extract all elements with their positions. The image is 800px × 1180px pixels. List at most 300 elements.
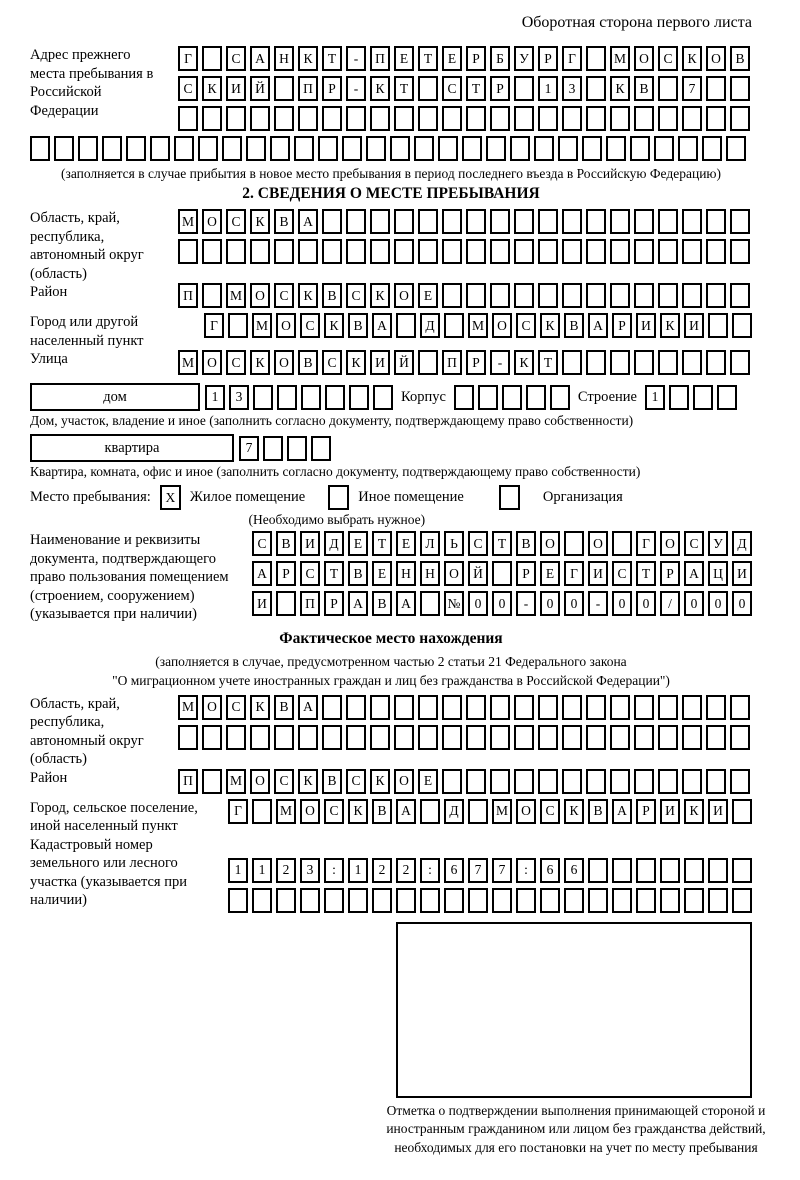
char-box[interactable]: [586, 239, 606, 264]
char-box[interactable]: Р: [322, 76, 342, 101]
char-box[interactable]: [526, 385, 546, 410]
char-box[interactable]: С: [346, 283, 366, 308]
char-box[interactable]: С: [324, 799, 344, 824]
char-box[interactable]: К: [660, 313, 680, 338]
char-box[interactable]: А: [396, 591, 416, 616]
char-box[interactable]: С: [178, 76, 198, 101]
char-box[interactable]: И: [684, 313, 704, 338]
char-box[interactable]: К: [370, 283, 390, 308]
char-box[interactable]: [322, 239, 342, 264]
char-box[interactable]: [466, 283, 486, 308]
char-box[interactable]: [298, 106, 318, 131]
char-box[interactable]: [730, 239, 750, 264]
char-box[interactable]: [346, 725, 366, 750]
char-box[interactable]: [562, 725, 582, 750]
char-box[interactable]: Р: [490, 76, 510, 101]
char-box[interactable]: Е: [394, 46, 414, 71]
char-box[interactable]: Ц: [708, 561, 728, 586]
char-box[interactable]: [586, 350, 606, 375]
char-box[interactable]: Т: [492, 531, 512, 556]
char-box[interactable]: [706, 283, 726, 308]
char-box[interactable]: 0: [564, 591, 584, 616]
checkbox-zhiloe[interactable]: X: [160, 485, 181, 510]
char-box[interactable]: [684, 888, 704, 913]
char-box[interactable]: [486, 136, 506, 161]
char-box[interactable]: Ь: [444, 531, 464, 556]
checkbox-inoe[interactable]: [328, 485, 349, 510]
char-box[interactable]: [514, 239, 534, 264]
char-box[interactable]: 6: [564, 858, 584, 883]
char-box[interactable]: Е: [540, 561, 560, 586]
char-box[interactable]: [706, 769, 726, 794]
char-box[interactable]: М: [178, 209, 198, 234]
char-box[interactable]: [708, 313, 728, 338]
char-box[interactable]: [318, 136, 338, 161]
char-box[interactable]: :: [420, 858, 440, 883]
char-box[interactable]: [658, 695, 678, 720]
char-box[interactable]: 3: [300, 858, 320, 883]
char-box[interactable]: [349, 385, 369, 410]
char-box[interactable]: [442, 769, 462, 794]
char-box[interactable]: [478, 385, 498, 410]
char-box[interactable]: [274, 725, 294, 750]
char-box[interactable]: [538, 106, 558, 131]
char-box[interactable]: [658, 76, 678, 101]
char-box[interactable]: [276, 888, 296, 913]
char-box[interactable]: [150, 136, 170, 161]
char-box[interactable]: [684, 858, 704, 883]
char-box[interactable]: И: [732, 561, 752, 586]
char-box[interactable]: [562, 239, 582, 264]
char-box[interactable]: [708, 858, 728, 883]
char-box[interactable]: [442, 209, 462, 234]
char-box[interactable]: [466, 769, 486, 794]
char-box[interactable]: [586, 769, 606, 794]
char-box[interactable]: [634, 106, 654, 131]
char-box[interactable]: [682, 695, 702, 720]
char-box[interactable]: [706, 76, 726, 101]
char-box[interactable]: [586, 76, 606, 101]
char-box[interactable]: [324, 888, 344, 913]
char-box[interactable]: [252, 799, 272, 824]
char-box[interactable]: [54, 136, 74, 161]
char-box[interactable]: [276, 591, 296, 616]
char-box[interactable]: 0: [684, 591, 704, 616]
char-box[interactable]: П: [300, 591, 320, 616]
char-box[interactable]: [370, 725, 390, 750]
char-box[interactable]: Т: [636, 561, 656, 586]
char-box[interactable]: [78, 136, 98, 161]
char-box[interactable]: [490, 283, 510, 308]
char-box[interactable]: -: [346, 76, 366, 101]
char-box[interactable]: В: [634, 76, 654, 101]
char-box[interactable]: -: [490, 350, 510, 375]
char-box[interactable]: А: [612, 799, 632, 824]
char-box[interactable]: И: [226, 76, 246, 101]
char-box[interactable]: -: [588, 591, 608, 616]
char-box[interactable]: [466, 725, 486, 750]
char-box[interactable]: [682, 769, 702, 794]
char-box[interactable]: К: [202, 76, 222, 101]
char-box[interactable]: [468, 888, 488, 913]
char-box[interactable]: [682, 725, 702, 750]
char-box[interactable]: [348, 888, 368, 913]
char-box[interactable]: М: [226, 769, 246, 794]
char-box[interactable]: [198, 136, 218, 161]
char-box[interactable]: [538, 239, 558, 264]
char-box[interactable]: Д: [420, 313, 440, 338]
char-box[interactable]: [420, 799, 440, 824]
char-box[interactable]: [514, 283, 534, 308]
char-box[interactable]: 0: [492, 591, 512, 616]
char-box[interactable]: [418, 76, 438, 101]
char-box[interactable]: :: [516, 858, 536, 883]
char-box[interactable]: Л: [420, 531, 440, 556]
char-box[interactable]: [564, 888, 584, 913]
char-box[interactable]: Д: [732, 531, 752, 556]
char-box[interactable]: С: [346, 769, 366, 794]
char-box[interactable]: [606, 136, 626, 161]
char-box[interactable]: [298, 725, 318, 750]
char-box[interactable]: [562, 209, 582, 234]
char-box[interactable]: [702, 136, 722, 161]
char-box[interactable]: [274, 239, 294, 264]
char-box[interactable]: [562, 350, 582, 375]
char-box[interactable]: [418, 725, 438, 750]
char-box[interactable]: Й: [394, 350, 414, 375]
char-box[interactable]: Т: [372, 531, 392, 556]
char-box[interactable]: 3: [562, 76, 582, 101]
char-box[interactable]: [514, 769, 534, 794]
char-box[interactable]: [322, 209, 342, 234]
char-box[interactable]: И: [660, 799, 680, 824]
char-box[interactable]: [586, 106, 606, 131]
char-box[interactable]: [202, 769, 222, 794]
char-box[interactable]: В: [274, 209, 294, 234]
char-box[interactable]: [726, 136, 746, 161]
char-box[interactable]: [492, 561, 512, 586]
char-box[interactable]: У: [514, 46, 534, 71]
char-box[interactable]: А: [252, 561, 272, 586]
char-box[interactable]: Р: [660, 561, 680, 586]
char-box[interactable]: [390, 136, 410, 161]
char-box[interactable]: [612, 531, 632, 556]
char-box[interactable]: О: [634, 46, 654, 71]
char-box[interactable]: 1: [538, 76, 558, 101]
char-box[interactable]: В: [372, 591, 392, 616]
char-box[interactable]: [534, 136, 554, 161]
char-box[interactable]: Е: [396, 531, 416, 556]
char-box[interactable]: К: [324, 313, 344, 338]
char-box[interactable]: М: [178, 695, 198, 720]
char-box[interactable]: [634, 350, 654, 375]
char-box[interactable]: Р: [276, 561, 296, 586]
char-box[interactable]: [250, 725, 270, 750]
char-box[interactable]: 1: [645, 385, 665, 410]
char-box[interactable]: [706, 695, 726, 720]
char-box[interactable]: /: [660, 591, 680, 616]
char-box[interactable]: О: [706, 46, 726, 71]
char-box[interactable]: [442, 725, 462, 750]
char-box[interactable]: [730, 725, 750, 750]
char-box[interactable]: В: [298, 350, 318, 375]
char-box[interactable]: [442, 283, 462, 308]
char-box[interactable]: [730, 76, 750, 101]
char-box[interactable]: П: [178, 769, 198, 794]
char-box[interactable]: [370, 239, 390, 264]
char-box[interactable]: К: [370, 76, 390, 101]
char-box[interactable]: [708, 888, 728, 913]
char-box[interactable]: [346, 209, 366, 234]
char-box[interactable]: №: [444, 591, 464, 616]
char-box[interactable]: [370, 695, 390, 720]
char-box[interactable]: [490, 769, 510, 794]
char-box[interactable]: [178, 725, 198, 750]
char-box[interactable]: [732, 799, 752, 824]
char-box[interactable]: О: [274, 350, 294, 375]
char-box[interactable]: О: [394, 769, 414, 794]
char-box[interactable]: [658, 239, 678, 264]
char-box[interactable]: [658, 769, 678, 794]
char-box[interactable]: [490, 209, 510, 234]
char-box[interactable]: [366, 136, 386, 161]
char-box[interactable]: 7: [239, 436, 259, 461]
char-box[interactable]: [418, 695, 438, 720]
char-box[interactable]: С: [540, 799, 560, 824]
char-box[interactable]: [538, 695, 558, 720]
char-box[interactable]: [394, 209, 414, 234]
char-box[interactable]: О: [492, 313, 512, 338]
char-box[interactable]: К: [370, 769, 390, 794]
char-box[interactable]: [658, 106, 678, 131]
char-box[interactable]: [454, 385, 474, 410]
char-box[interactable]: [682, 209, 702, 234]
char-box[interactable]: 2: [396, 858, 416, 883]
char-box[interactable]: [253, 385, 273, 410]
char-box[interactable]: О: [250, 769, 270, 794]
char-box[interactable]: [322, 725, 342, 750]
char-box[interactable]: И: [370, 350, 390, 375]
char-box[interactable]: [558, 136, 578, 161]
char-box[interactable]: О: [588, 531, 608, 556]
char-box[interactable]: И: [300, 531, 320, 556]
char-box[interactable]: О: [444, 561, 464, 586]
char-box[interactable]: [298, 239, 318, 264]
char-box[interactable]: С: [274, 283, 294, 308]
char-box[interactable]: [660, 858, 680, 883]
char-box[interactable]: [634, 209, 654, 234]
char-box[interactable]: [562, 695, 582, 720]
char-box[interactable]: [346, 239, 366, 264]
char-box[interactable]: [610, 350, 630, 375]
char-box[interactable]: [706, 350, 726, 375]
char-box[interactable]: В: [348, 561, 368, 586]
char-box[interactable]: К: [684, 799, 704, 824]
char-box[interactable]: В: [588, 799, 608, 824]
char-box[interactable]: О: [202, 695, 222, 720]
char-box[interactable]: П: [370, 46, 390, 71]
char-box[interactable]: [442, 106, 462, 131]
char-box[interactable]: [682, 350, 702, 375]
char-box[interactable]: В: [322, 283, 342, 308]
char-box[interactable]: Г: [636, 531, 656, 556]
char-box[interactable]: О: [516, 799, 536, 824]
char-box[interactable]: С: [226, 46, 246, 71]
char-box[interactable]: В: [516, 531, 536, 556]
char-box[interactable]: М: [492, 799, 512, 824]
char-box[interactable]: С: [300, 561, 320, 586]
char-box[interactable]: [444, 888, 464, 913]
char-box[interactable]: [444, 313, 464, 338]
char-box[interactable]: 0: [612, 591, 632, 616]
char-box[interactable]: [462, 136, 482, 161]
char-box[interactable]: Г: [178, 46, 198, 71]
char-box[interactable]: К: [250, 209, 270, 234]
char-box[interactable]: [394, 239, 414, 264]
char-box[interactable]: [438, 136, 458, 161]
char-box[interactable]: [610, 209, 630, 234]
char-box[interactable]: С: [252, 531, 272, 556]
char-box[interactable]: [370, 106, 390, 131]
char-box[interactable]: Г: [204, 313, 224, 338]
char-box[interactable]: Е: [372, 561, 392, 586]
char-box[interactable]: Т: [322, 46, 342, 71]
char-box[interactable]: [252, 888, 272, 913]
char-box[interactable]: [610, 283, 630, 308]
char-box[interactable]: [250, 239, 270, 264]
char-box[interactable]: [540, 888, 560, 913]
char-box[interactable]: [274, 106, 294, 131]
char-box[interactable]: Т: [466, 76, 486, 101]
char-box[interactable]: [202, 283, 222, 308]
char-box[interactable]: [287, 436, 307, 461]
char-box[interactable]: [588, 858, 608, 883]
char-box[interactable]: О: [660, 531, 680, 556]
char-box[interactable]: Е: [348, 531, 368, 556]
char-box[interactable]: [634, 769, 654, 794]
char-box[interactable]: 0: [708, 591, 728, 616]
char-box[interactable]: 7: [682, 76, 702, 101]
char-box[interactable]: [202, 239, 222, 264]
char-box[interactable]: К: [348, 799, 368, 824]
char-box[interactable]: [706, 209, 726, 234]
char-box[interactable]: [228, 313, 248, 338]
char-box[interactable]: [516, 888, 536, 913]
char-box[interactable]: [178, 106, 198, 131]
char-box[interactable]: [658, 209, 678, 234]
char-box[interactable]: [706, 239, 726, 264]
char-box[interactable]: С: [226, 695, 246, 720]
char-box[interactable]: [732, 313, 752, 338]
char-box[interactable]: [300, 888, 320, 913]
char-box[interactable]: [396, 888, 416, 913]
char-box[interactable]: [202, 46, 222, 71]
char-box[interactable]: [636, 888, 656, 913]
char-box[interactable]: О: [276, 313, 296, 338]
char-box[interactable]: С: [322, 350, 342, 375]
char-box[interactable]: [420, 888, 440, 913]
char-box[interactable]: [466, 209, 486, 234]
char-box[interactable]: [693, 385, 713, 410]
char-box[interactable]: 6: [444, 858, 464, 883]
char-box[interactable]: [311, 436, 331, 461]
char-box[interactable]: А: [298, 695, 318, 720]
char-box[interactable]: [514, 209, 534, 234]
char-box[interactable]: О: [540, 531, 560, 556]
char-box[interactable]: [610, 239, 630, 264]
char-box[interactable]: 0: [636, 591, 656, 616]
char-box[interactable]: [636, 858, 656, 883]
char-box[interactable]: 7: [468, 858, 488, 883]
char-box[interactable]: [730, 106, 750, 131]
char-box[interactable]: [538, 209, 558, 234]
char-box[interactable]: В: [564, 313, 584, 338]
char-box[interactable]: -: [346, 46, 366, 71]
char-box[interactable]: К: [682, 46, 702, 71]
char-box[interactable]: [420, 591, 440, 616]
char-box[interactable]: [394, 106, 414, 131]
char-box[interactable]: [294, 136, 314, 161]
char-box[interactable]: [490, 239, 510, 264]
char-box[interactable]: Е: [442, 46, 462, 71]
char-box[interactable]: М: [178, 350, 198, 375]
checkbox-organizacia[interactable]: [499, 485, 520, 510]
char-box[interactable]: Д: [324, 531, 344, 556]
char-box[interactable]: Р: [612, 313, 632, 338]
char-box[interactable]: [492, 888, 512, 913]
char-box[interactable]: [202, 725, 222, 750]
char-box[interactable]: [226, 725, 246, 750]
char-box[interactable]: К: [298, 46, 318, 71]
char-box[interactable]: [654, 136, 674, 161]
char-box[interactable]: [418, 106, 438, 131]
char-box[interactable]: Й: [250, 76, 270, 101]
char-box[interactable]: [730, 350, 750, 375]
char-box[interactable]: [274, 76, 294, 101]
char-box[interactable]: [202, 106, 222, 131]
char-box[interactable]: [174, 136, 194, 161]
char-box[interactable]: [325, 385, 345, 410]
char-box[interactable]: А: [298, 209, 318, 234]
char-box[interactable]: [682, 283, 702, 308]
char-box[interactable]: [732, 888, 752, 913]
char-box[interactable]: 1: [348, 858, 368, 883]
char-box[interactable]: И: [588, 561, 608, 586]
char-box[interactable]: [468, 799, 488, 824]
char-box[interactable]: [538, 283, 558, 308]
char-box[interactable]: [682, 239, 702, 264]
char-box[interactable]: О: [202, 209, 222, 234]
char-box[interactable]: Д: [444, 799, 464, 824]
char-box[interactable]: У: [708, 531, 728, 556]
char-box[interactable]: [669, 385, 689, 410]
char-box[interactable]: Р: [538, 46, 558, 71]
char-box[interactable]: 0: [468, 591, 488, 616]
char-box[interactable]: [610, 769, 630, 794]
char-box[interactable]: [514, 695, 534, 720]
char-box[interactable]: [634, 695, 654, 720]
char-box[interactable]: А: [396, 799, 416, 824]
char-box[interactable]: [630, 136, 650, 161]
char-box[interactable]: [346, 106, 366, 131]
char-box[interactable]: М: [252, 313, 272, 338]
char-box[interactable]: [514, 76, 534, 101]
char-box[interactable]: [586, 725, 606, 750]
char-box[interactable]: К: [514, 350, 534, 375]
char-box[interactable]: Н: [420, 561, 440, 586]
char-box[interactable]: К: [250, 350, 270, 375]
char-box[interactable]: [682, 106, 702, 131]
